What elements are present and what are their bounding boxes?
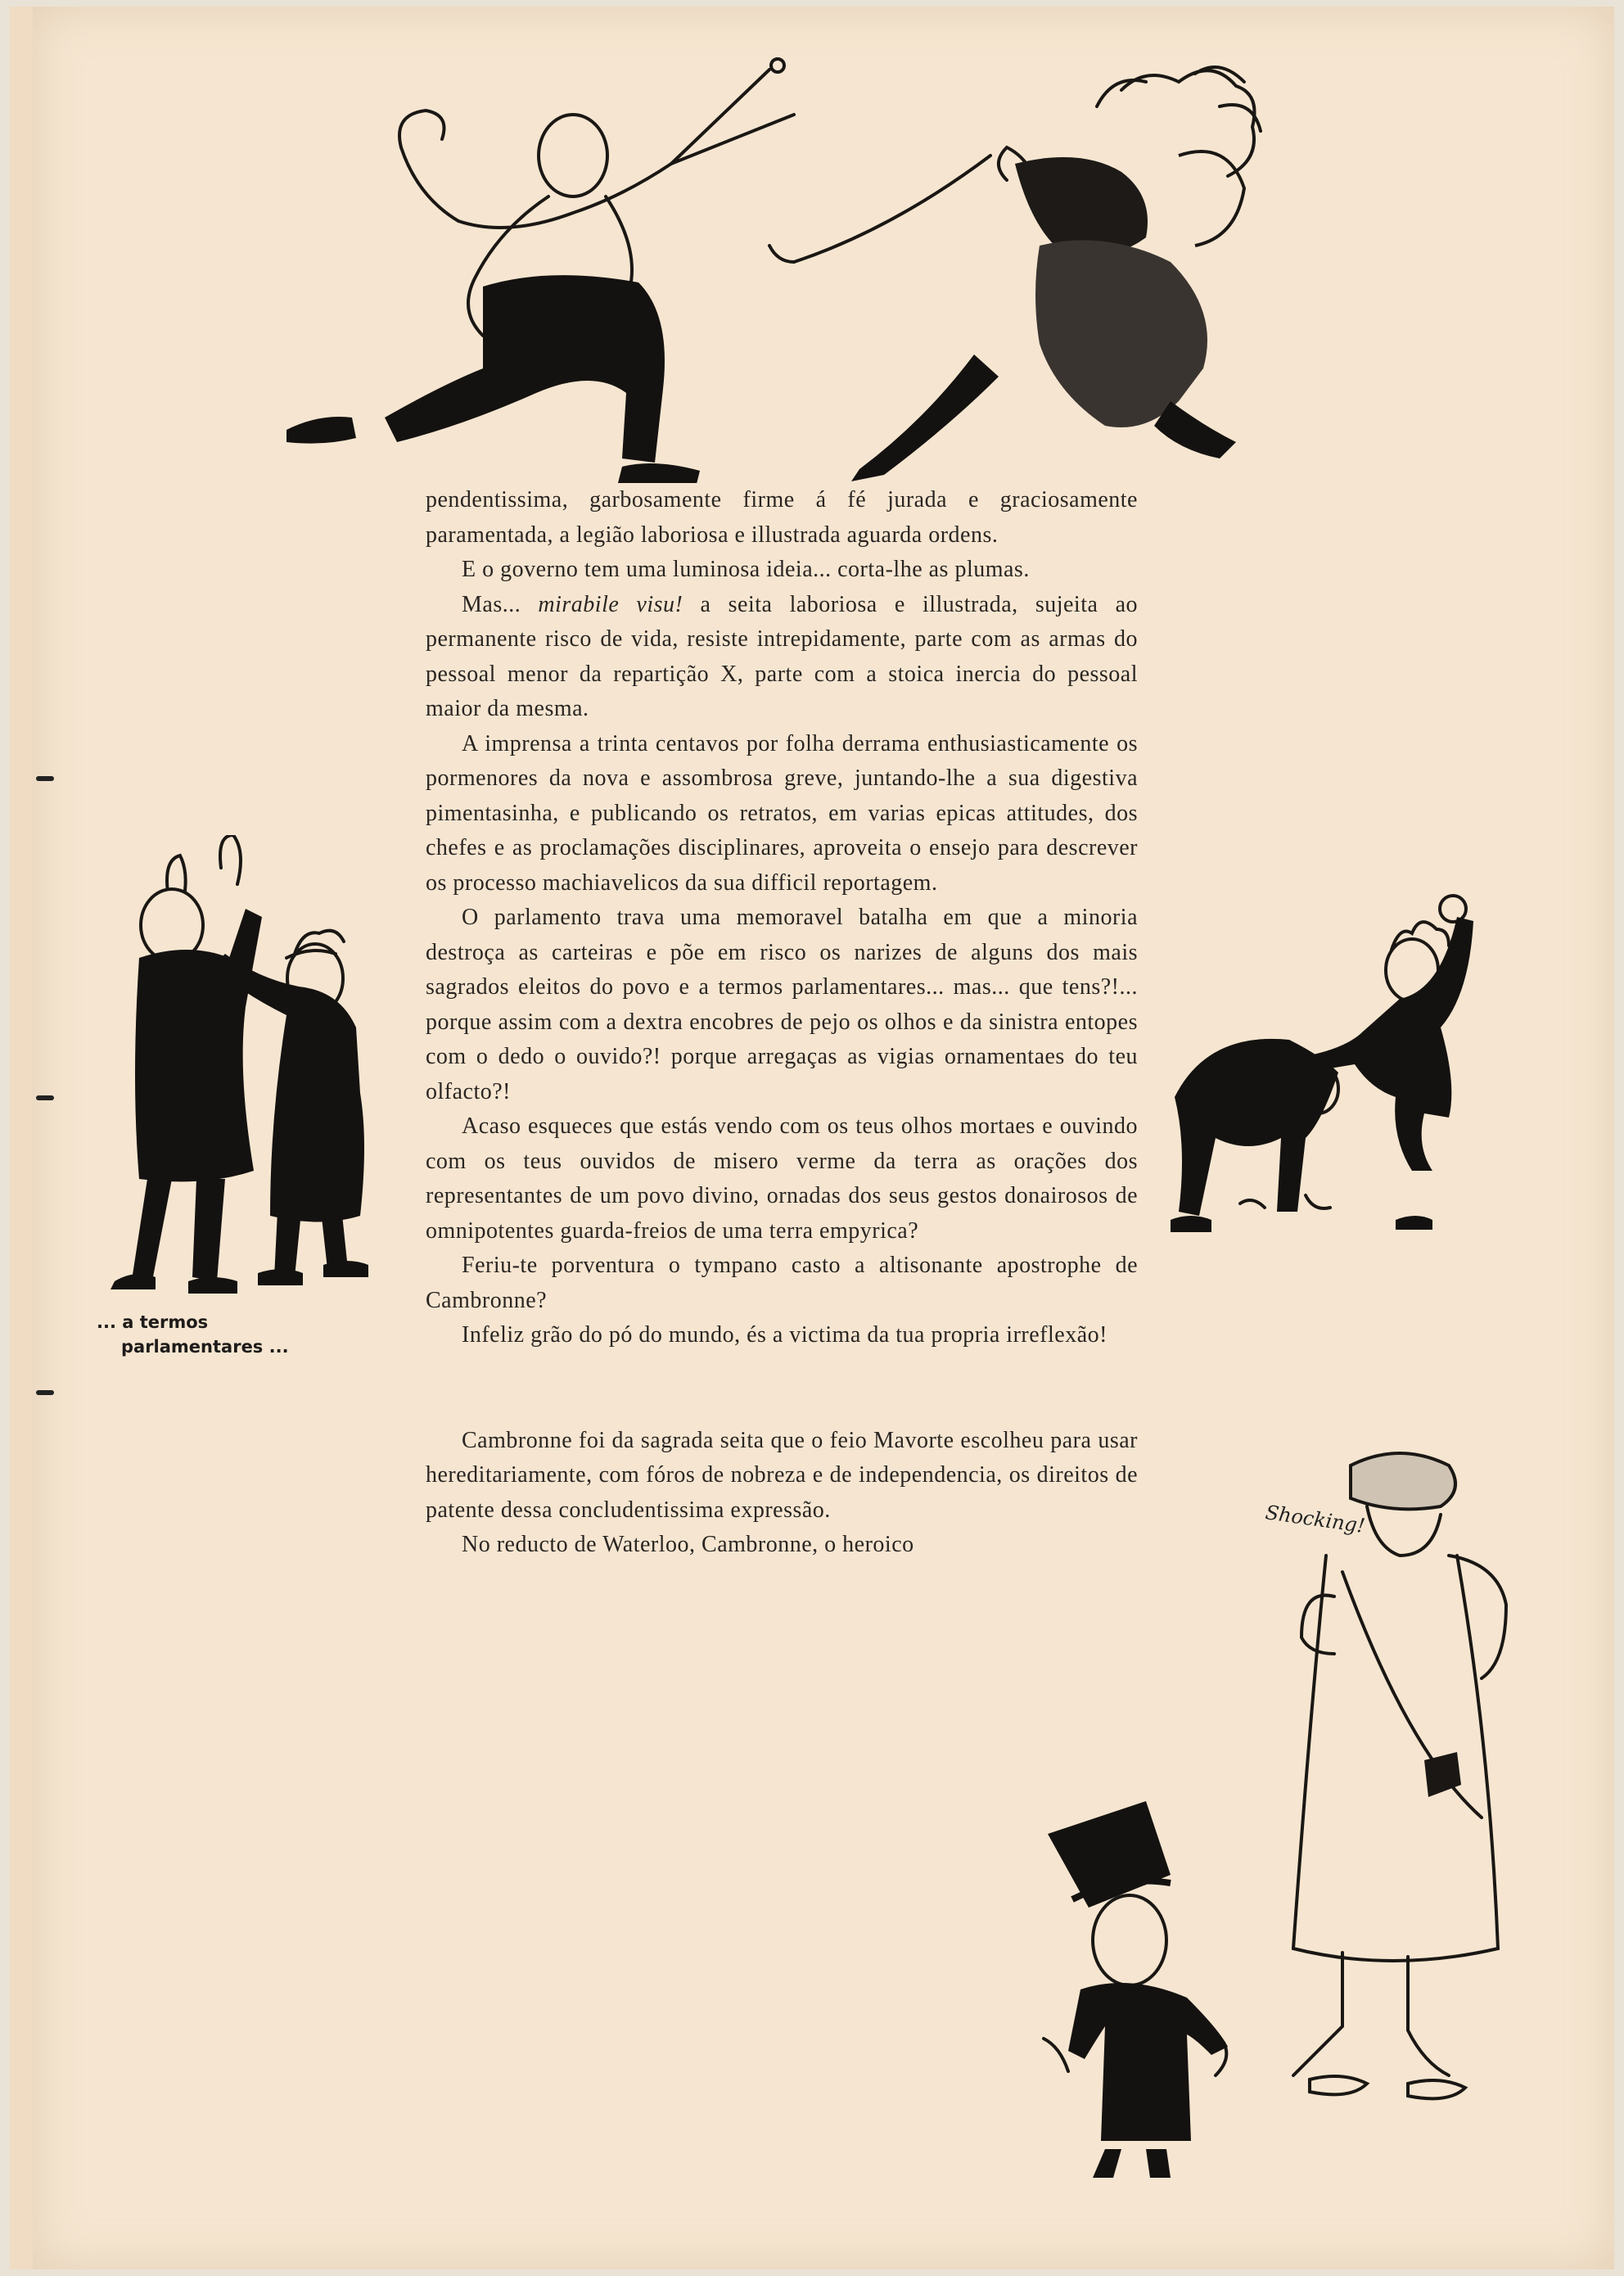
parliament-quarrel-illustration bbox=[90, 835, 409, 1294]
article-paragraph: E o governo tem uma luminosa ideia... corta-lhe as plumas. bbox=[462, 557, 1030, 582]
caption-line: ... a termos bbox=[97, 1312, 209, 1332]
article-paragraph: A imprensa a trinta centavos por folha derrama enthusiasticamente os pormenores da nova e assombrosa greve, juntando-lhe a sua digestiva pimentasinha, e publicando os retratos, em varias epicas attitudes, dos chefes e as proclamações disciplinares, aproveita o ensejo para descrever os processo machiavelicos da sua difficil reportagem. bbox=[426, 730, 1138, 896]
binding-mark bbox=[36, 1390, 54, 1395]
shocking-exclamation: Shocking! bbox=[1264, 1501, 1367, 1538]
caption-line: parlamentares ... bbox=[121, 1337, 289, 1357]
binding-mark bbox=[36, 1095, 54, 1100]
article-paragraph: Mas... mirabile visu! a seita laboriosa e illustrada, sujeita ao permanente risco de vida, resiste intrepidamente, parte com as armas do pessoal menor da repartição X, parte com a stoica inercia do pessoal maior da mesma. bbox=[426, 591, 1139, 721]
illustration-caption bbox=[97, 1310, 289, 1359]
article-body bbox=[426, 483, 1138, 1563]
article-paragraph: No reducto de Waterloo, Cambronne, o heroico bbox=[462, 1532, 914, 1557]
nose-punch-illustration bbox=[1162, 892, 1522, 1244]
article-paragraph: Acaso esqueces que estás vendo com os teus olhos mortaes e ouvindo com os teus ouvidos de misero verme da terra as orações dos representantes de um povo divino, ornadas dos seus gestos donairosos de omnipotentes guarda-freios de uma terra empyrica? bbox=[426, 1113, 1138, 1244]
article-paragraph: Feriu-te porventura o tympano casto a altisonante apostrophe de Cambronne? bbox=[426, 1253, 1138, 1313]
fencing-duel-illustration bbox=[278, 57, 1326, 483]
article-paragraph: Infeliz grão do pó do mundo, és a victima da tua propria irreflexão! bbox=[462, 1322, 1107, 1348]
article-paragraph: pendentissima, garbosamente firme á fé jurada e graciosamente paramentada, a legião laboriosa e illustrada aguarda ordens. bbox=[426, 487, 1138, 548]
section-gap bbox=[426, 1353, 1138, 1424]
article-paragraph: Cambronne foi da sagrada seita que o feio Mavorte escolheu para usar hereditariamente, com fóros de nobreza e de independencia, os direitos de patente dessa concludentissima expressão. bbox=[426, 1427, 1138, 1523]
italic-latin-phrase: mirabile visu! bbox=[538, 591, 683, 617]
article-paragraph: O parlamento trava uma memoravel batalha em que a minoria destroça as carteiras e põe em risco os narizes de alguns dos mais sagrados eleitos do povo e a termos parlamentares... mas... que tens?!... porque assim com a dextra encobres de pejo os olhos e da sinistra entopes com o dedo o ouvido?! porque arregaças as vigias ornamentaes do teu olfacto?! bbox=[426, 905, 1138, 1104]
binding-mark bbox=[36, 776, 54, 781]
